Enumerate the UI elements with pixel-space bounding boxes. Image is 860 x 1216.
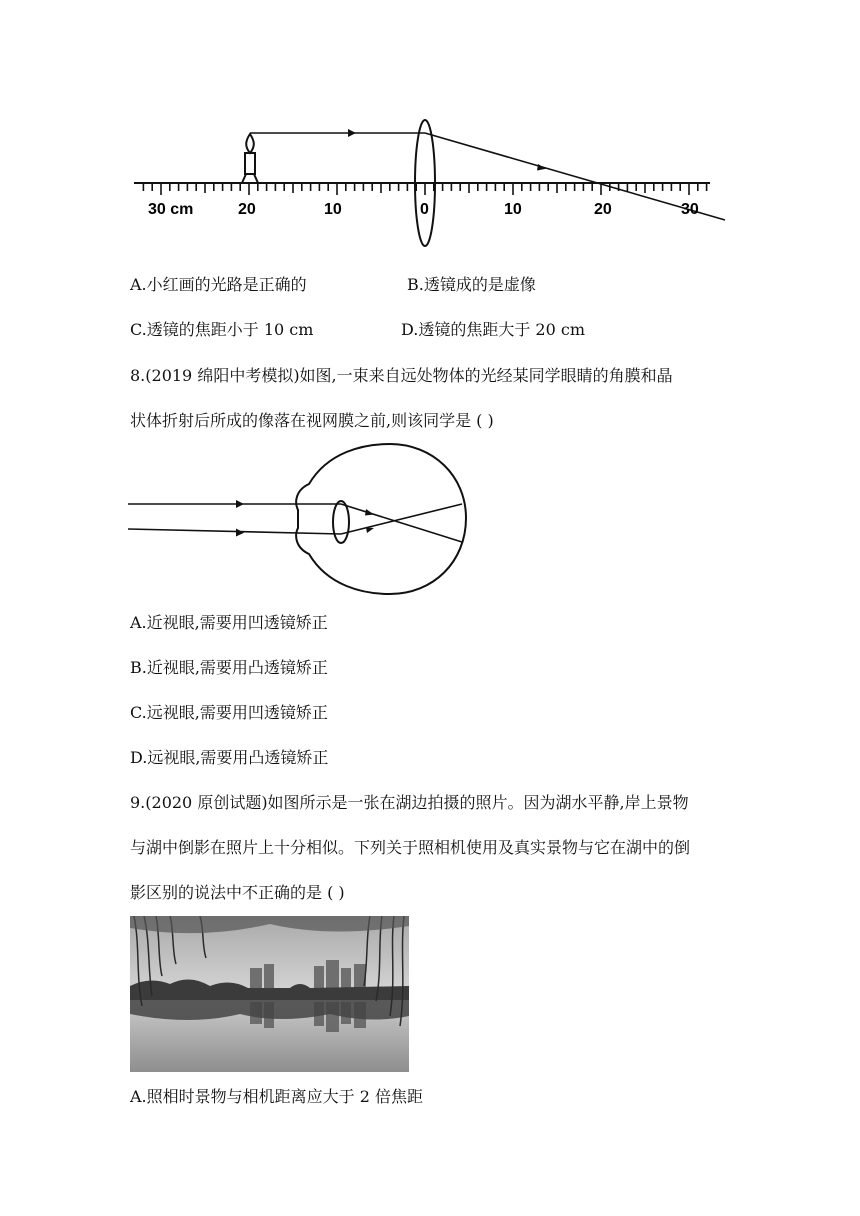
q9-stem-line2: 与湖中倒影在照片上十分相似。下列关于照相机使用及真实景物与它在湖中的倒	[130, 838, 691, 857]
ray-arrow-1	[348, 129, 356, 137]
q8-option-b: B.近视眼,需要用凸透镜矫正	[130, 658, 328, 677]
q8-option-c: C.远视眼,需要用凹透镜矫正	[130, 703, 328, 722]
refracted-ray	[425, 133, 725, 220]
q9-option-a: A.照相时景物与相机距离应大于 2 倍焦距	[130, 1087, 423, 1106]
refracted-ray-upper	[341, 504, 462, 542]
q8-stem-line2: 状体折射后所成的像落在视网膜之前,则该同学是 ( )	[130, 411, 494, 430]
ruler-label-30-right: 30	[681, 201, 699, 218]
lake-photo	[130, 916, 409, 1072]
q7-option-d: D.透镜的焦距大于 20 cm	[401, 320, 586, 339]
q9-stem-line1: 9.(2020 原创试题)如图所示是一张在湖边拍摄的照片。因为湖水平静,岸上景物	[130, 793, 689, 812]
q9-stem-line3: 影区别的说法中不正确的是 ( )	[130, 883, 345, 902]
refracted-ray-lower	[341, 504, 462, 534]
ruler-label-10-left: 10	[324, 201, 342, 218]
q7-option-a: A.小红画的光路是正确的	[130, 275, 307, 294]
q8-stem-line1: 8.(2019 绵阳中考模拟)如图,一束来自远处物体的光经某同学眼睛的角膜和晶	[130, 366, 673, 385]
ruler-label-30cm: 30 cm	[148, 201, 194, 218]
lens-ruler-figure	[120, 110, 740, 260]
ruler-label-0: 0	[420, 201, 429, 218]
candle-icon	[242, 134, 258, 183]
light-ray-lower	[128, 529, 341, 534]
ruler-label-20-left: 20	[238, 201, 256, 218]
ruler-label-20-right: 20	[594, 201, 612, 218]
q8-option-d: D.远视眼,需要用凸透镜矫正	[130, 748, 329, 767]
eyeball-outline	[296, 444, 466, 594]
ruler-label-10-right: 10	[504, 201, 522, 218]
ray-arrow-lower-inside	[366, 528, 374, 534]
q8-option-a: A.近视眼,需要用凹透镜矫正	[130, 613, 328, 632]
ray-arrow-upper	[236, 500, 244, 508]
ruler-ticks	[143, 183, 706, 195]
eye-diagram	[128, 440, 473, 600]
ray-arrow-lower	[236, 529, 244, 537]
q7-option-c: C.透镜的焦距小于 10 cm	[130, 320, 314, 339]
q7-option-b: B.透镜成的是虚像	[407, 275, 536, 294]
eye-crystalline-lens	[333, 501, 349, 543]
ray-arrow-upper-inside	[365, 509, 374, 516]
